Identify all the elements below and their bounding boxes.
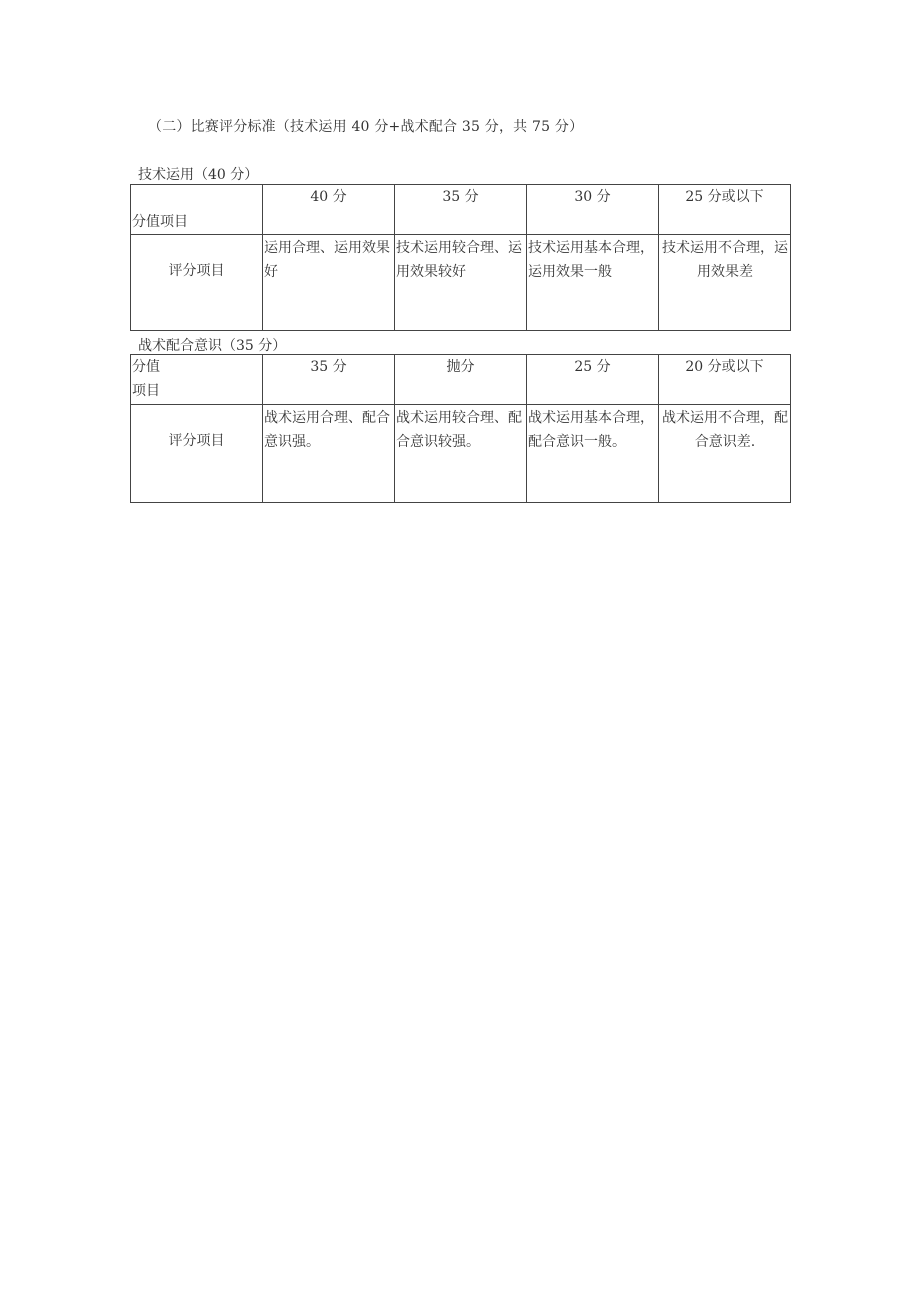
corner-label-top: 分值 (132, 359, 160, 375)
table-row (131, 235, 791, 331)
table-corner-cell (131, 355, 263, 405)
table-header-row (131, 355, 791, 405)
description-cell: 技术运用不合理，运用效果差 (659, 235, 791, 331)
score-header-cell: 抛分 (395, 355, 527, 405)
technique-table-caption: 技术运用（40 分） (138, 167, 259, 183)
score-header-cell: 40 分 (263, 185, 395, 235)
corner-label-bottom: 分值项目 (132, 214, 188, 230)
description-cell: 技术运用基本合理，运用效果一般 (527, 235, 659, 331)
technique-scoring-table (130, 184, 791, 331)
row-label-cell: 评分项目 (131, 405, 263, 503)
score-header-cell: 20 分或以下 (659, 355, 791, 405)
corner-label-bottom: 项目 (132, 383, 160, 399)
score-header-cell: 25 分或以下 (659, 185, 791, 235)
score-header-cell: 35 分 (395, 185, 527, 235)
description-cell: 技术运用较合理、运用效果较好 (395, 235, 527, 331)
scoring-standard-heading: （二）比赛评分标准（技术运用 40 分+战术配合 35 分，共 75 分） (148, 119, 584, 135)
tactics-scoring-table (130, 354, 791, 503)
table-corner-cell (131, 185, 263, 235)
score-header-cell: 25 分 (527, 355, 659, 405)
tactics-table-caption: 战术配合意识（35 分） (138, 338, 287, 354)
description-cell: 战术运用合理、配合意识强。 (263, 405, 395, 503)
table-header-row (131, 185, 791, 235)
corner-label-top (131, 185, 262, 210)
score-header-cell: 30 分 (527, 185, 659, 235)
score-header-cell: 35 分 (263, 355, 395, 405)
table-row (131, 405, 791, 503)
row-label-cell: 评分项目 (131, 235, 263, 331)
description-cell: 战术运用不合理，配合意识差. (659, 405, 791, 503)
description-cell: 运用合理、运用效果好 (263, 235, 395, 331)
description-cell: 战术运用较合理、配合意识较强。 (395, 405, 527, 503)
description-cell: 战术运用基本合理，配合意识一般。 (527, 405, 659, 503)
